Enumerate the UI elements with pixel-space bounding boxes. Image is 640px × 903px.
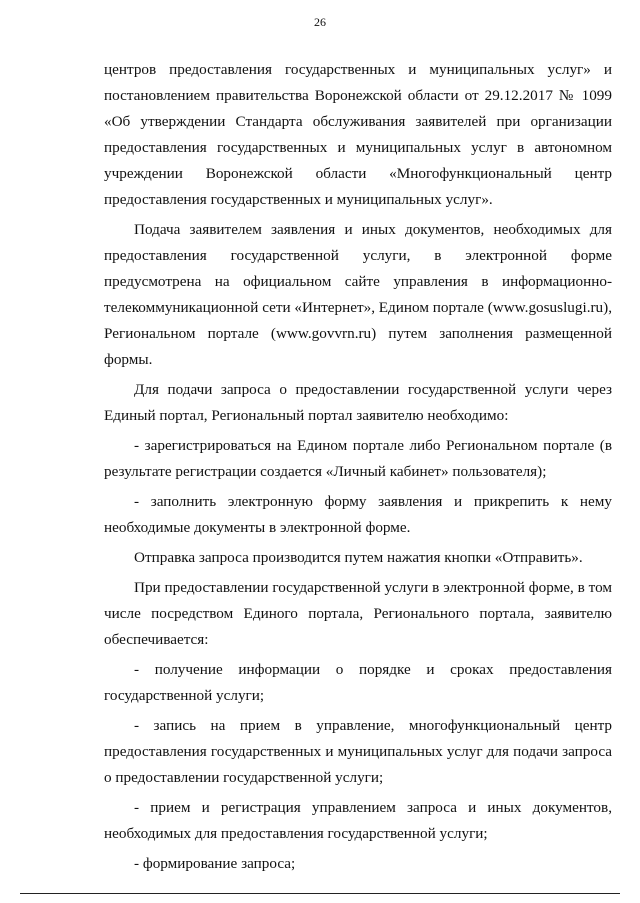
page-number: 26 [314,15,326,29]
list-item-get-info: - получение информации о порядке и сроках предоставления государственной услуги; [104,661,612,704]
paragraph-continuation: центров предоставления государственных и муниципальных услуг» и постановлением правительства Воронежской области от 29.12.2017 № 1099 «Об утверждении Стандарта обслуживания заявителей при организации предоставления государственных и муниципальных услуг в автономном учреждении Воронежской области «Многофункциональный центр предоставления государственных и муниципальных услуг». [104,61,612,208]
paragraph-portal-requirements: Для подачи запроса о предоставлении государственной услуги через Единый портал, Региональный портал заявителю необходимо: [104,381,612,424]
list-item-register: - зарегистрироваться на Едином портале либо Региональном портале (в результате регистрации создается «Личный кабинет» пользователя); [104,437,612,480]
paragraph-send-request: Отправка запроса производится путем нажатия кнопки «Отправить». [134,549,583,566]
paragraph-electronic-provision: При предоставлении государственной услуги в электронной форме, в том числе посредством Единого портала, Регионального портала, заявителю обеспечивается: [104,579,612,648]
list-item-form-request: - формирование запроса; [134,855,296,872]
list-item-registration: - прием и регистрация управлением запроса и иных документов, необходимых для предоставления государственной услуги; [104,799,612,842]
paragraph-electronic-submission: Подача заявителем заявления и иных документов, необходимых для предоставления государственной услуги, в электронной форме предусмотрена на официальном сайте управления в информационно-телекоммуникационной сети «Интернет», Едином портале (www.gosuslugi.ru), Региональном портале (www.govvrn.ru) путем заполнения размещенной формы. [104,221,612,368]
document-body [104,57,612,881]
list-item-fill-form: - заполнить электронную форму заявления и прикрепить к нему необходимые документы в электронной форме. [104,493,612,536]
list-item-appointment: - запись на прием в управление, многофункциональный центр предоставления государственных и муниципальных услуг для подачи запроса о предоставлении государственной услуги; [104,717,612,786]
bottom-divider [20,893,620,894]
